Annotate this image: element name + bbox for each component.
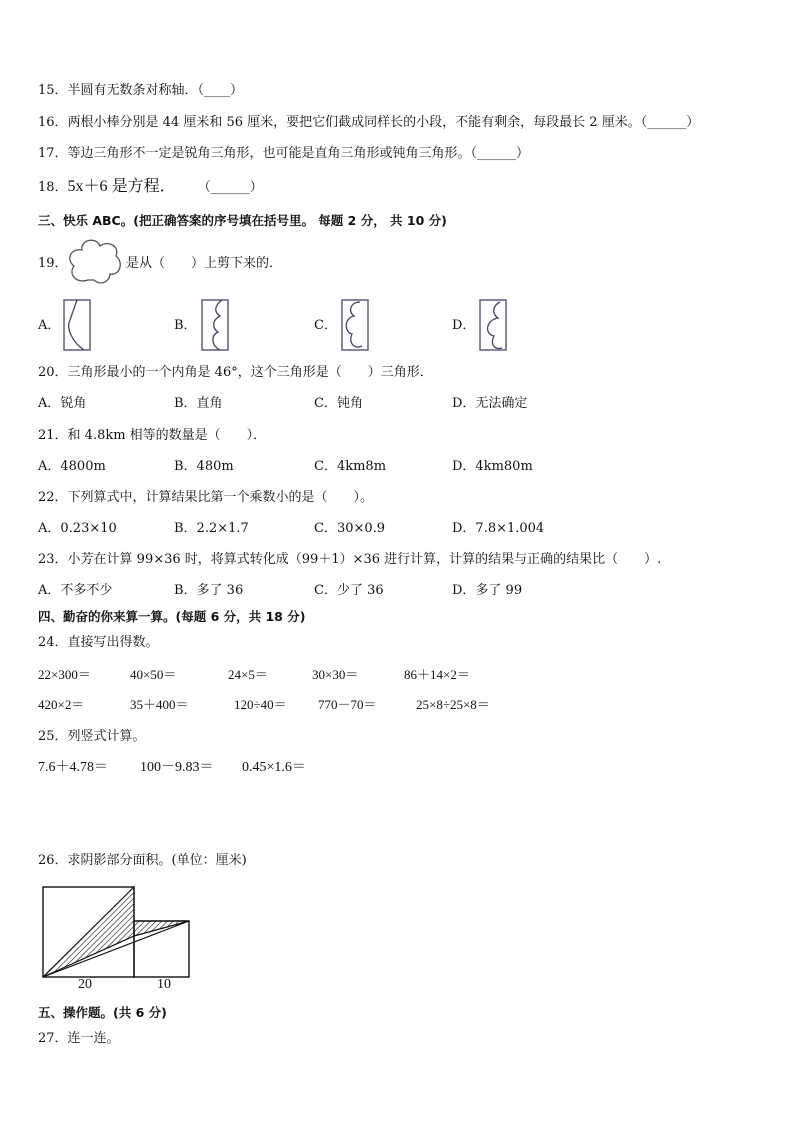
q23-option-b: B．多了 36 xyxy=(174,583,244,598)
question-26: 26．求阴影部分面积。(单位：厘米) xyxy=(38,853,247,868)
q18-text: 是方程． xyxy=(107,178,176,195)
section-3-heading: 三、快乐 ABC。(把正确答案的序号填在括号里。 每题 2 分， 共 10 分) xyxy=(38,213,447,228)
q24-row2-item-3: 120÷40＝ xyxy=(234,697,287,712)
q23-option-a: A．不多不少 xyxy=(38,583,113,598)
q19-option-b-label: B． xyxy=(174,318,197,333)
q24-row2-item-2: 35＋400＝ xyxy=(130,697,189,712)
q24-row1-item-4: 30×30＝ xyxy=(312,667,359,682)
section-4-heading: 四、勤奋的你来算一算。(每题 6 分，共 18 分) xyxy=(38,609,306,624)
question-22: 22．下列算式中，计算结果比第一个乘数小的是（ ）。 xyxy=(38,490,374,505)
q19-option-a-figure xyxy=(62,298,92,352)
q19-number: 19． xyxy=(38,256,68,271)
q18-blank: （______） xyxy=(197,180,263,195)
q19-option-c-label: C． xyxy=(314,318,337,333)
q22-option-c: C．30×0.9 xyxy=(314,521,386,536)
q25-item-2: 100－9.83＝ xyxy=(140,760,214,775)
shaded-area-figure xyxy=(40,884,192,980)
question-16: 16．两根小棒分别是 44 厘米和 56 厘米，要把它们截成同样长的小段，不能有剩余，每段最长 2 厘米。（______） xyxy=(38,115,700,130)
q19-option-d-figure xyxy=(478,298,508,352)
q21-option-d: D．4km80m xyxy=(452,459,533,474)
q19-option-b-figure xyxy=(200,298,230,352)
question-27: 27．连一连。 xyxy=(38,1031,120,1046)
question-21: 21．和 4.8km 相等的数量是（ ）． xyxy=(38,428,267,443)
question-25: 25．列竖式计算。 xyxy=(38,729,146,744)
q23-option-d: D．多了 99 xyxy=(452,583,523,598)
q20-option-c: C．钝角 xyxy=(314,396,363,411)
q18-number: 18． xyxy=(38,180,68,195)
q21-option-b: B．480m xyxy=(174,459,234,474)
q24-row1-item-5: 86＋14×2＝ xyxy=(404,667,470,682)
cloud-shape-figure xyxy=(66,238,124,290)
q19-option-d-label: D． xyxy=(452,318,476,333)
question-17: 17．等边三角形不一定是锐角三角形，也可能是直角三角形或钝角三角形。（______） xyxy=(38,146,530,161)
q24-row1-item-3: 24×5＝ xyxy=(228,667,268,682)
question-18 xyxy=(38,178,263,197)
q24-row2-item-4: 770－70＝ xyxy=(318,697,377,712)
q24-row2-item-1: 420×2＝ xyxy=(38,697,85,712)
q25-item-1: 7.6＋4.78＝ xyxy=(38,760,108,775)
question-24: 24．直接写出得数。 xyxy=(38,635,159,650)
q18-expression: 5x＋6 xyxy=(67,178,108,195)
question-20: 20．三角形最小的一个内角是 46°，这个三角形是（ ）三角形． xyxy=(38,365,433,380)
q19-option-c-figure xyxy=(340,298,370,352)
q25-item-3: 0.45×1.6＝ xyxy=(242,760,306,775)
q19-option-a-label: A． xyxy=(38,318,61,333)
q19-text: 是从（ ）上剪下来的． xyxy=(126,256,283,271)
width-label-20: 20 xyxy=(78,977,92,992)
q24-row2-item-5: 25×8÷25×8＝ xyxy=(416,697,490,712)
width-label-10: 10 xyxy=(157,977,171,992)
q20-option-d: D．无法确定 xyxy=(452,396,528,411)
q22-option-d: D．7.8×1.004 xyxy=(452,521,545,536)
q22-option-b: B．2.2×1.7 xyxy=(174,521,249,536)
question-23: 23．小芳在计算 99×36 时，将算式转化成（99＋1）×36 进行计算，计算的结果与正确的结果比（ ）. xyxy=(38,552,662,567)
q21-option-c: C．4km8m xyxy=(314,459,387,474)
q24-row1-item-2: 40×50＝ xyxy=(130,667,177,682)
q22-option-a: A．0.23×10 xyxy=(38,521,117,536)
q24-row1-item-1: 22×300＝ xyxy=(38,667,91,682)
q20-option-b: B．直角 xyxy=(174,396,223,411)
section-5-heading: 五、操作题。(共 6 分) xyxy=(38,1005,167,1020)
q20-option-a: A．锐角 xyxy=(38,396,87,411)
q21-option-a: A．4800m xyxy=(38,459,106,474)
question-15: 15．半圆有无数条对称轴．（____） xyxy=(38,83,244,98)
q23-option-c: C．少了 36 xyxy=(314,583,384,598)
